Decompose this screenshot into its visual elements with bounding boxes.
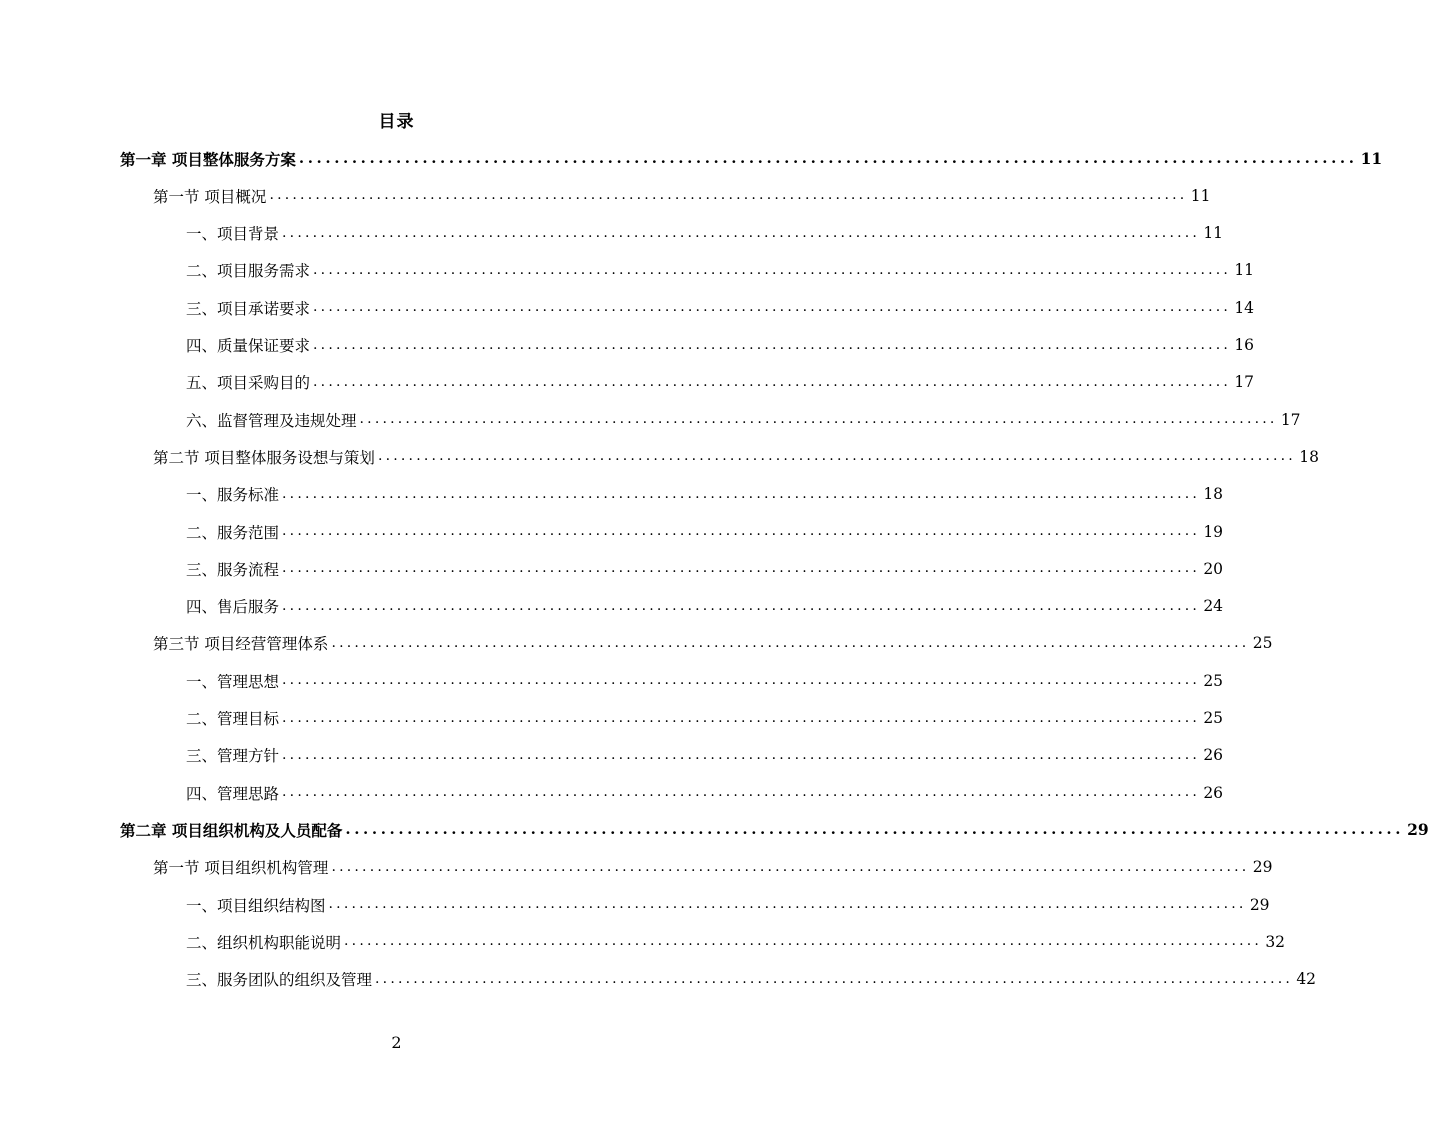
toc-entry-page: 11	[1234, 261, 1255, 280]
toc-entry[interactable]	[186, 289, 1255, 326]
toc-entry[interactable]	[153, 849, 1273, 886]
toc-entry-page: 11	[1203, 224, 1224, 243]
toc-entry[interactable]	[186, 961, 1317, 998]
page-number: 2	[391, 1033, 402, 1052]
toc-entry-page: 25	[1203, 671, 1224, 690]
toc-entry-page: 11	[1190, 186, 1211, 205]
toc-entry-label: 一、服务标准	[186, 486, 280, 505]
toc-leader-dots: ........................................................................................................................	[331, 634, 1250, 651]
toc-entry[interactable]	[186, 401, 1301, 438]
toc-entry-label: 二、管理目标	[186, 710, 280, 728]
toc-leader-dots: ........................................................................................................................	[282, 523, 1201, 539]
toc-entry-page: 17	[1234, 373, 1255, 392]
toc-entry-label: 一、项目组织结构图	[186, 896, 326, 915]
toc-entry-page: 29	[1249, 895, 1270, 914]
toc-leader-dots: ........................................................................................................................	[313, 336, 1232, 353]
toc-entry-label: 第一节 项目组织机构管理	[153, 859, 329, 878]
toc-entry-page: 24	[1203, 597, 1224, 616]
toc-leader-dots: ........................................................................................................................	[282, 224, 1201, 241]
toc-entry-label: 二、组织机构职能说明	[186, 933, 342, 952]
toc-leader-dots: ........................................................................................................................	[313, 299, 1232, 316]
toc-leader-dots: ........................................................................................................................	[282, 485, 1201, 502]
toc-entry-page: 19	[1203, 522, 1224, 541]
toc-leader-dots: ........................................................................................................................	[313, 373, 1232, 390]
toc-entry[interactable]	[186, 662, 1224, 699]
toc-entry[interactable]	[153, 625, 1273, 662]
toc-entry-label: 二、项目服务需求	[186, 262, 311, 281]
toc-leader-dots: ........................................................................................................................	[331, 858, 1250, 875]
toc-entry[interactable]	[186, 886, 1270, 923]
toc-entry[interactable]	[186, 774, 1224, 811]
toc-entry-page: 29	[1407, 820, 1429, 840]
toc-entry-page: 20	[1203, 559, 1224, 578]
toc-entry[interactable]	[186, 513, 1224, 550]
toc-leader-dots: ........................................................................................................................	[282, 709, 1201, 726]
toc-leader-dots: ........................................................................................................................	[282, 672, 1201, 689]
toc-leader-dots: ........................................................................................................................	[298, 149, 1358, 167]
toc-entry-page: 18	[1203, 485, 1224, 504]
toc-entry-label: 一、项目背景	[186, 225, 280, 244]
toc-entry-label: 三、管理方针	[186, 747, 280, 766]
toc-leader-dots: ........................................................................................................................	[375, 970, 1294, 987]
toc-leader-dots: ........................................................................................................................	[359, 411, 1278, 428]
toc-entry-label: 三、服务流程	[186, 560, 280, 579]
toc-leader-dots: ........................................................................................................................	[282, 784, 1201, 801]
toc-entry[interactable]	[186, 700, 1224, 737]
toc-entry-page: 29	[1252, 858, 1273, 877]
toc-entry-label: 一、管理思想	[186, 672, 280, 691]
toc-entry[interactable]	[186, 252, 1255, 289]
toc-leader-dots: ........................................................................................................................	[282, 746, 1201, 763]
toc-entry-label: 四、管理思路	[186, 784, 280, 803]
toc-leader-dots: ........................................................................................................................	[345, 820, 1405, 839]
toc-entry[interactable]	[186, 215, 1224, 252]
toc-entry-page: 16	[1234, 336, 1255, 354]
toc-leader-dots: ........................................................................................................................	[377, 448, 1296, 465]
toc-leader-dots: ........................................................................................................................	[328, 896, 1247, 912]
toc-entry[interactable]	[153, 438, 1319, 475]
toc-entry-label: 三、服务团队的组织及管理	[186, 971, 373, 990]
toc-entry-page: 26	[1203, 746, 1224, 765]
toc-entry-page: 42	[1296, 970, 1317, 989]
toc-entry-page: 11	[1360, 149, 1383, 168]
toc-entry-page: 26	[1203, 783, 1224, 802]
toc-leader-dots: ........................................................................................................................	[269, 187, 1188, 204]
toc-entry-page: 18	[1299, 447, 1319, 466]
toc-entry[interactable]	[186, 737, 1224, 774]
toc-entry[interactable]	[186, 588, 1224, 625]
toc-entry-page: 17	[1280, 410, 1301, 429]
toc-entry-label: 第二章 项目组织机构及人员配备	[120, 820, 343, 840]
toc-entry-label: 三、项目承诺要求	[186, 299, 311, 318]
toc-entry-label: 二、服务范围	[186, 523, 280, 542]
toc-entry-label: 第一节 项目概况	[153, 187, 267, 206]
toc-entry[interactable]	[120, 811, 1429, 848]
toc-leader-dots: ........................................................................................................................	[344, 933, 1263, 950]
toc-entry-page: 25	[1252, 634, 1273, 653]
toc-entry[interactable]	[186, 550, 1224, 587]
toc-entry-label: 第二节 项目整体服务设想与策划	[153, 448, 375, 467]
toc-entry-label: 第三节 项目经营管理体系	[153, 635, 329, 654]
toc-entry-page: 32	[1265, 932, 1286, 951]
toc-entry-label: 五、项目采购目的	[186, 374, 311, 393]
toc-entry[interactable]	[120, 140, 1383, 177]
toc-leader-dots: ........................................................................................................................	[282, 560, 1201, 577]
toc-title: 目录	[378, 112, 415, 132]
toc-entry-label: 六、监督管理及违规处理	[186, 411, 357, 430]
toc-entry-label: 第一章 项目整体服务方案	[120, 149, 296, 169]
toc-entry-label: 四、售后服务	[186, 598, 280, 617]
toc-entry-label: 四、质量保证要求	[186, 337, 311, 355]
toc-entry-page: 25	[1203, 709, 1224, 727]
toc-leader-dots: ........................................................................................................................	[313, 261, 1232, 278]
toc-entry-page: 14	[1234, 298, 1255, 317]
toc-entry[interactable]	[153, 177, 1211, 214]
toc-entry[interactable]	[186, 476, 1224, 513]
toc-leader-dots: ........................................................................................................................	[282, 597, 1201, 614]
toc-entry[interactable]	[186, 923, 1286, 960]
toc-entry[interactable]	[186, 364, 1255, 401]
toc-entry[interactable]	[186, 327, 1255, 364]
